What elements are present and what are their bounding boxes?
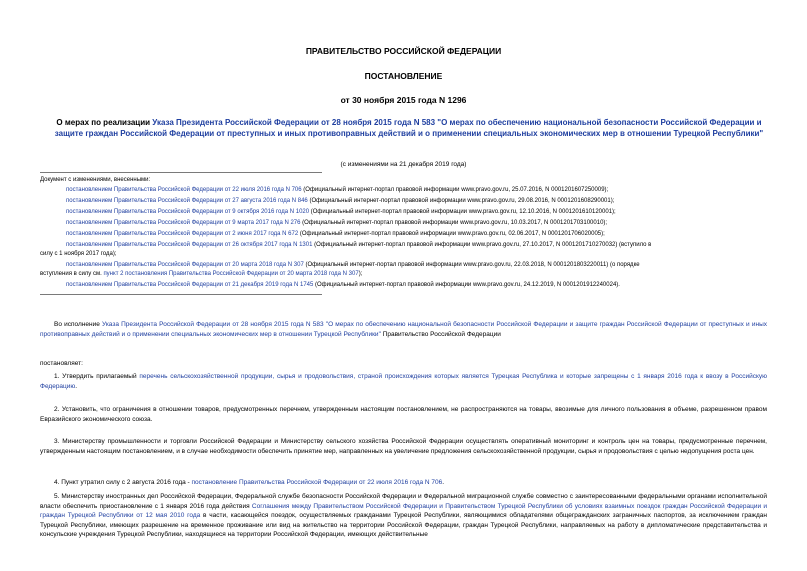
product-list-link[interactable]: перечень сельскохозяйственной продукции, сырья и продовольствия, страной происхождения которых является Турецкая Республика и которые запрещены с 1 января 2016 года к ввозу в Российскую Федерацию — [40, 373, 767, 390]
changes-intro: Документ с изменениями, внесенными: — [40, 177, 151, 183]
paragraph-3 — [40, 437, 767, 456]
change-text: (Официальный интернет-портал правовой информации www.pravo.gov.ru, 22.03.2018, N 0001201803220011) (о порядке — [303, 262, 640, 268]
paragraph-text: . — [75, 382, 78, 390]
change-link[interactable]: постановлением Правительства Российской Федерации от 2 июня 2017 года N 672 — [66, 231, 299, 237]
paragraph-text: 3. Министерству промышленности и торговли Российской Федерации и Министерству сельского хозяйства Российской Федерации осуществлять оперативный мониторинг и контроль цен на товары, предусмотренные перечнем, утвержденным настоящим постановлением, и в случае необходимости обеспечить принятие мер, направленных на увеличение предложения сельскохозяйственной продукции, сырья и продовольствия с целью недопущения роста цен. — [40, 438, 767, 455]
paragraph-1 — [40, 372, 767, 391]
change-item — [66, 198, 614, 205]
repeal-link[interactable]: постановление Правительства Российской Федерации от 22 июля 2016 года N 706 — [191, 479, 443, 486]
date-number: от 30 ноября 2015 года N 1296 — [340, 95, 467, 105]
change-item — [66, 242, 651, 249]
title-prefix: О мерах по реализации — [56, 118, 153, 127]
change-text: (Официальный интернет-портал правовой информации www.pravo.gov.ru, 02.06.2017, N 0001201706020005); — [298, 231, 605, 237]
change-text: (Официальный интернет-портал правовой информации www.pravo.gov.ru, 12.10.2016, N 0001201610120001); — [309, 209, 616, 215]
agreement-link[interactable]: Соглашения между Правительством Российской Федерации и Правительством Турецкой Республики об условиях взаимных поездок граждан Российской Федерации и граждан Турецкой Республики от 12 мая 2010 года — [40, 502, 767, 519]
divider-bottom — [40, 294, 322, 295]
paragraph-4 — [40, 478, 767, 488]
change-link[interactable]: постановлением Правительства Российской Федерации от 20 марта 2018 года N 307 — [66, 262, 304, 268]
change-item-continuation: силу с 1 ноября 2017 года); — [40, 251, 117, 257]
title-decree-link[interactable]: Указа Президента Российской Федерации от 28 ноября 2015 года N 583 "О мерах по обеспечению национальной безопасности Российской Федерации и защите граждан Российской Федерации от преступных и иных противоправных действий и о применении специальных экономических мер в отношении Турецкой Республики" — [54, 118, 764, 138]
change-text: (Официальный интернет-портал правовой информации www.pravo.gov.ru, 10.03.2017, N 0001201703100010); — [300, 220, 608, 226]
change-link[interactable]: постановлением Правительства Российской Федерации от 26 октября 2017 года N 1301 — [66, 242, 313, 248]
change-text: (Официальный интернет-портал правовой информации www.pravo.gov.ru, 24.12.2019, N 0001201912240024). — [313, 282, 620, 288]
change-text: (Официальный интернет-портал правовой информации www.pravo.gov.ru, 25.07.2016, N 0001201607250009); — [301, 187, 609, 193]
change-item — [66, 209, 616, 216]
change-link[interactable]: постановлением Правительства Российской Федерации от 21 декабря 2019 года N 1745 — [66, 282, 314, 288]
resolves-label: постановляет: — [40, 360, 83, 367]
paragraph-text: 2. Установить, что ограничения в отношении товаров, предусмотренных перечнем, утвержденным настоящим постановлением, не распространяются на товары, ввозимые для личного пользования в объеме, разрешенном правом Евразийского экономического союза. — [40, 406, 767, 423]
paragraph-2 — [40, 405, 767, 424]
change-text: ); — [358, 271, 363, 277]
change-item — [66, 262, 640, 269]
paragraph-text: . — [442, 479, 445, 486]
paragraph-5 — [40, 492, 767, 540]
change-link[interactable]: постановлением Правительства Российской Федерации от 9 марта 2017 года N 276 — [66, 220, 301, 226]
paragraph-text: 1. Утвердить прилагаемый — [54, 373, 140, 380]
paragraph-text: в части, касающейся поездок, осуществляемых гражданами Турецкой Республики, являющимися обладателями общегражданских заграничных паспортов, за исключением граждан Турецкой Республики, имеющих разрешение на временное проживание или вид на жительство на территории Российской Федерации, граждан Турецкой Республики, направляемых на работу в дипломатические представительства и консульские учреждения Турецкой Республики, находящиеся на территории Российской Федерации, имеющих действительные — [40, 512, 767, 538]
decree-link[interactable]: Указа Президента Российской Федерации от 28 ноября 2015 года N 583 "О мерах по обеспечению национальной безопасности Российской Федерации и защите граждан Российской Федерации от преступных и иных противоправных действий и о применении специальных экономических мер в отношении Турецкой Республики" — [40, 321, 767, 338]
divider-top — [40, 172, 322, 173]
change-item — [66, 187, 608, 194]
change-text: вступления в силу см. — [40, 271, 104, 277]
change-item — [66, 231, 605, 238]
change-item — [66, 282, 620, 289]
change-link[interactable]: постановлением Правительства Российской Федерации от 27 августа 2016 года N 846 — [66, 198, 308, 204]
government-heading: ПРАВИТЕЛЬСТВО РОССИЙСКОЙ ФЕДЕРАЦИИ — [305, 46, 502, 56]
amended-note: (с изменениями на 21 декабря 2019 года) — [340, 161, 467, 168]
paragraph-text: Правительство Российской Федерации — [380, 330, 501, 338]
change-link[interactable]: постановлением Правительства Российской Федерации от 22 июля 2016 года N 706 — [66, 187, 302, 193]
change-text: (Официальный интернет-портал правовой информации www.pravo.gov.ru, 29.08.2016, N 0001201608290001); — [307, 198, 615, 204]
change-link[interactable]: пункт 2 постановления Правительства Российской Федерации от 20 марта 2018 года N 307 — [103, 271, 359, 277]
change-text: (Официальный интернет-портал правовой информации www.pravo.gov.ru, 27.10.2017, N 0001201710270032) (вступило в — [312, 242, 652, 248]
change-link[interactable]: постановлением Правительства Российской Федерации от 9 октября 2016 года N 1020 — [66, 209, 310, 215]
paragraph-text: 4. Пункт утратил силу с 2 августа 2016 года - — [54, 479, 192, 486]
document-title — [49, 117, 769, 139]
paragraph-text: Во исполнение — [54, 321, 102, 328]
document-type: ПОСТАНОВЛЕНИЕ — [364, 71, 443, 81]
change-item-continuation — [40, 271, 362, 278]
change-item — [66, 220, 607, 227]
preamble-paragraph — [40, 320, 767, 339]
paragraph-text: 5. Министерству иностранных дел Российской Федерации, Федеральной службе безопасности Российской Федерации и Федеральной миграционной службе совместно с заинтересованными федеральными органами исполнительной власти обеспечить приостановление с 1 января 2016 года действия — [40, 493, 767, 510]
